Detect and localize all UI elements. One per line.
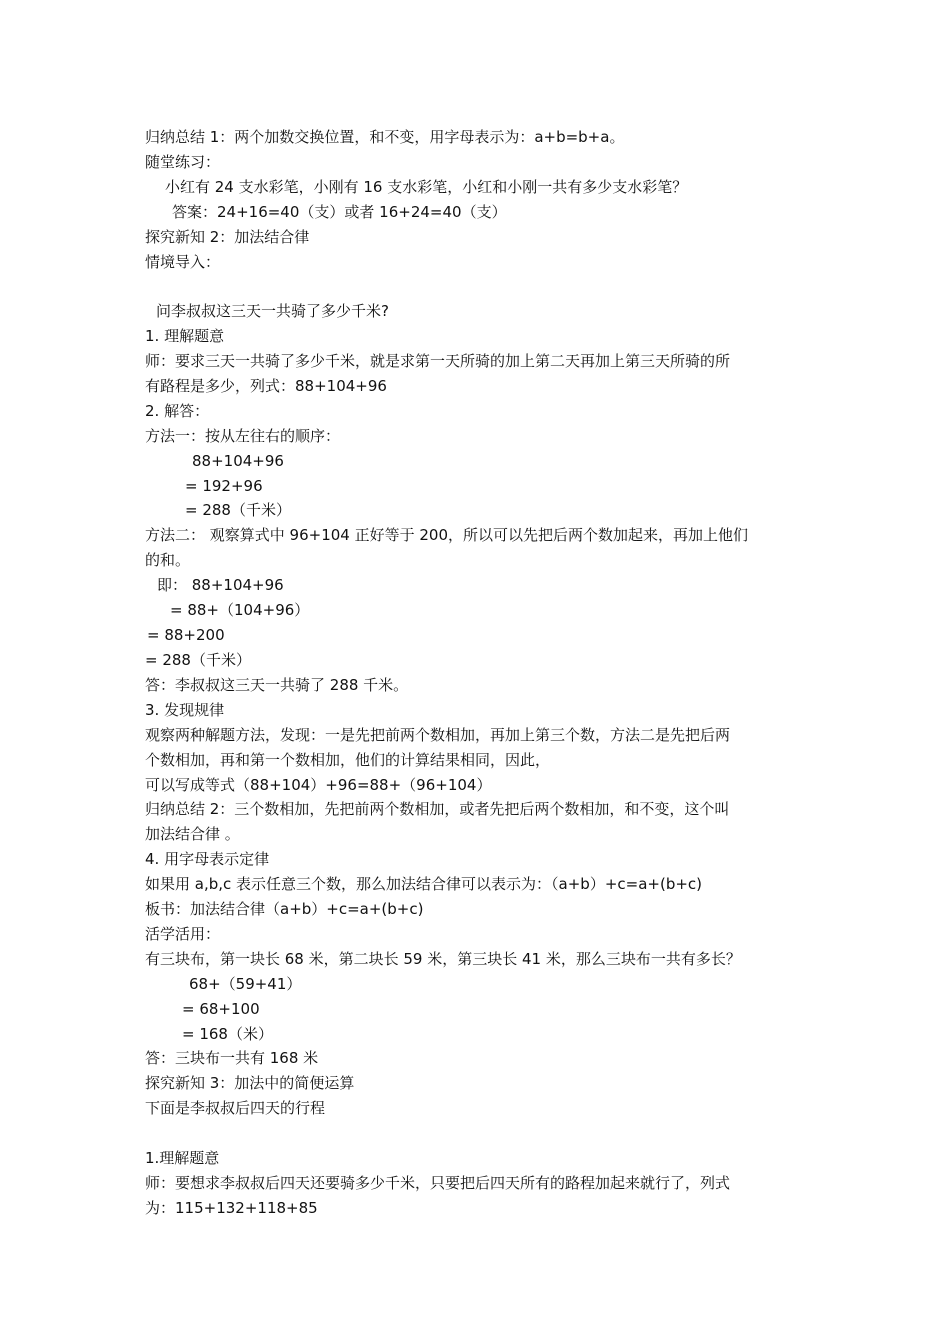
scenario-heading: 情境导入： bbox=[145, 253, 221, 271]
summary-2-line-1: 归纳总结 2：三个数相加，先把前两个数相加，或者先把后两个数相加，和不变，这个叫 bbox=[145, 800, 730, 818]
teacher-text-line-2: 有路程是多少，列式：88+104+96 bbox=[145, 377, 387, 395]
section-2-heading: 探究新知 2：加法结合律 bbox=[145, 228, 310, 246]
practice-answer: 答案：24+16=40（支）或者 16+24=40（支） bbox=[172, 203, 507, 221]
method-2-step-1: = 88+（104+96） bbox=[170, 601, 310, 619]
method-2-line-1: 方法二： 观察算式中 96+104 正好等于 200，所以可以先把后两个数加起来，再加上他们 bbox=[145, 526, 748, 544]
practice-heading: 随堂练习： bbox=[145, 153, 221, 171]
method-2-line-2: 的和。 bbox=[145, 551, 191, 569]
pattern-line-3: 可以写成等式（88+104）+96=88+（96+104） bbox=[145, 776, 492, 794]
section-3-heading: 探究新知 3：加法中的简便运算 bbox=[145, 1074, 355, 1092]
method-1-step-2: = 288（千米） bbox=[185, 501, 291, 519]
step-4-heading: 4. 用字母表示定律 bbox=[145, 850, 270, 868]
understand-heading: 1.理解题意 bbox=[145, 1149, 220, 1167]
answer-1: 答：李叔叔这三天一共骑了 288 千米。 bbox=[145, 676, 409, 694]
cloth-step-1: = 68+100 bbox=[182, 1000, 260, 1018]
summary-1: 归纳总结 1：两个加数交换位置，和不变，用字母表示为：a+b=b+a。 bbox=[145, 128, 625, 146]
four-days-intro: 下面是李叔叔后四天的行程 bbox=[145, 1099, 326, 1117]
step-3-heading: 3. 发现规律 bbox=[145, 701, 225, 719]
method-2-step-3: = 288（千米） bbox=[145, 651, 251, 669]
teacher-text-line-1: 师：要求三天一共骑了多少千米，就是求第一天所骑的加上第二天再加上第三天所骑的所 bbox=[145, 352, 731, 370]
method-1-expression: 88+104+96 bbox=[192, 452, 284, 470]
cloth-question: 有三块布，第一块长 68 米，第二块长 59 米，第三块长 41 米，那么三块布一共有多长？ bbox=[145, 950, 741, 968]
teacher-four-days-line-1: 师：要想求李叔叔后四天还要骑多少千米，只要把后四天所有的路程加起来就行了，列式 bbox=[145, 1174, 731, 1192]
pattern-line-1: 观察两种解题方法，发现：一是先把前两个数相加，再加上第三个数，方法二是先把后两 bbox=[145, 726, 731, 744]
cloth-expression: 68+（59+41） bbox=[189, 975, 302, 993]
method-2-step-2: = 88+200 bbox=[147, 626, 225, 644]
practice-question: 小红有 24 支水彩笔，小刚有 16 支水彩笔，小红和小刚一共有多少支水彩笔？ bbox=[165, 178, 688, 196]
cloth-answer: 答：三块布一共有 168 米 bbox=[145, 1049, 319, 1067]
letter-law-text: 如果用 a,b,c 表示任意三个数，那么加法结合律可以表示为：（a+b）+c=a+(b+c) bbox=[145, 875, 703, 893]
step-1-heading: 1. 理解题意 bbox=[145, 327, 225, 345]
summary-2-line-2: 加法结合律 。 bbox=[145, 825, 240, 843]
method-1-step-1: = 192+96 bbox=[185, 477, 263, 495]
apply-heading: 活学活用： bbox=[145, 925, 221, 943]
step-2-heading: 2. 解答： bbox=[145, 402, 210, 420]
method-1-heading: 方法一：按从左往右的顺序： bbox=[145, 427, 341, 445]
method-2-expression: 即： 88+104+96 bbox=[157, 576, 284, 594]
scenario-question: 问李叔叔这三天一共骑了多少千米? bbox=[156, 302, 389, 320]
board-writing: 板书：加法结合律（a+b）+c=a+(b+c) bbox=[145, 900, 424, 918]
cloth-step-2: = 168（米） bbox=[182, 1025, 273, 1043]
pattern-line-2: 个数相加，再和第一个数相加，他们的计算结果相同，因此， bbox=[145, 751, 551, 769]
teacher-four-days-line-2: 为：115+132+118+85 bbox=[145, 1199, 318, 1217]
